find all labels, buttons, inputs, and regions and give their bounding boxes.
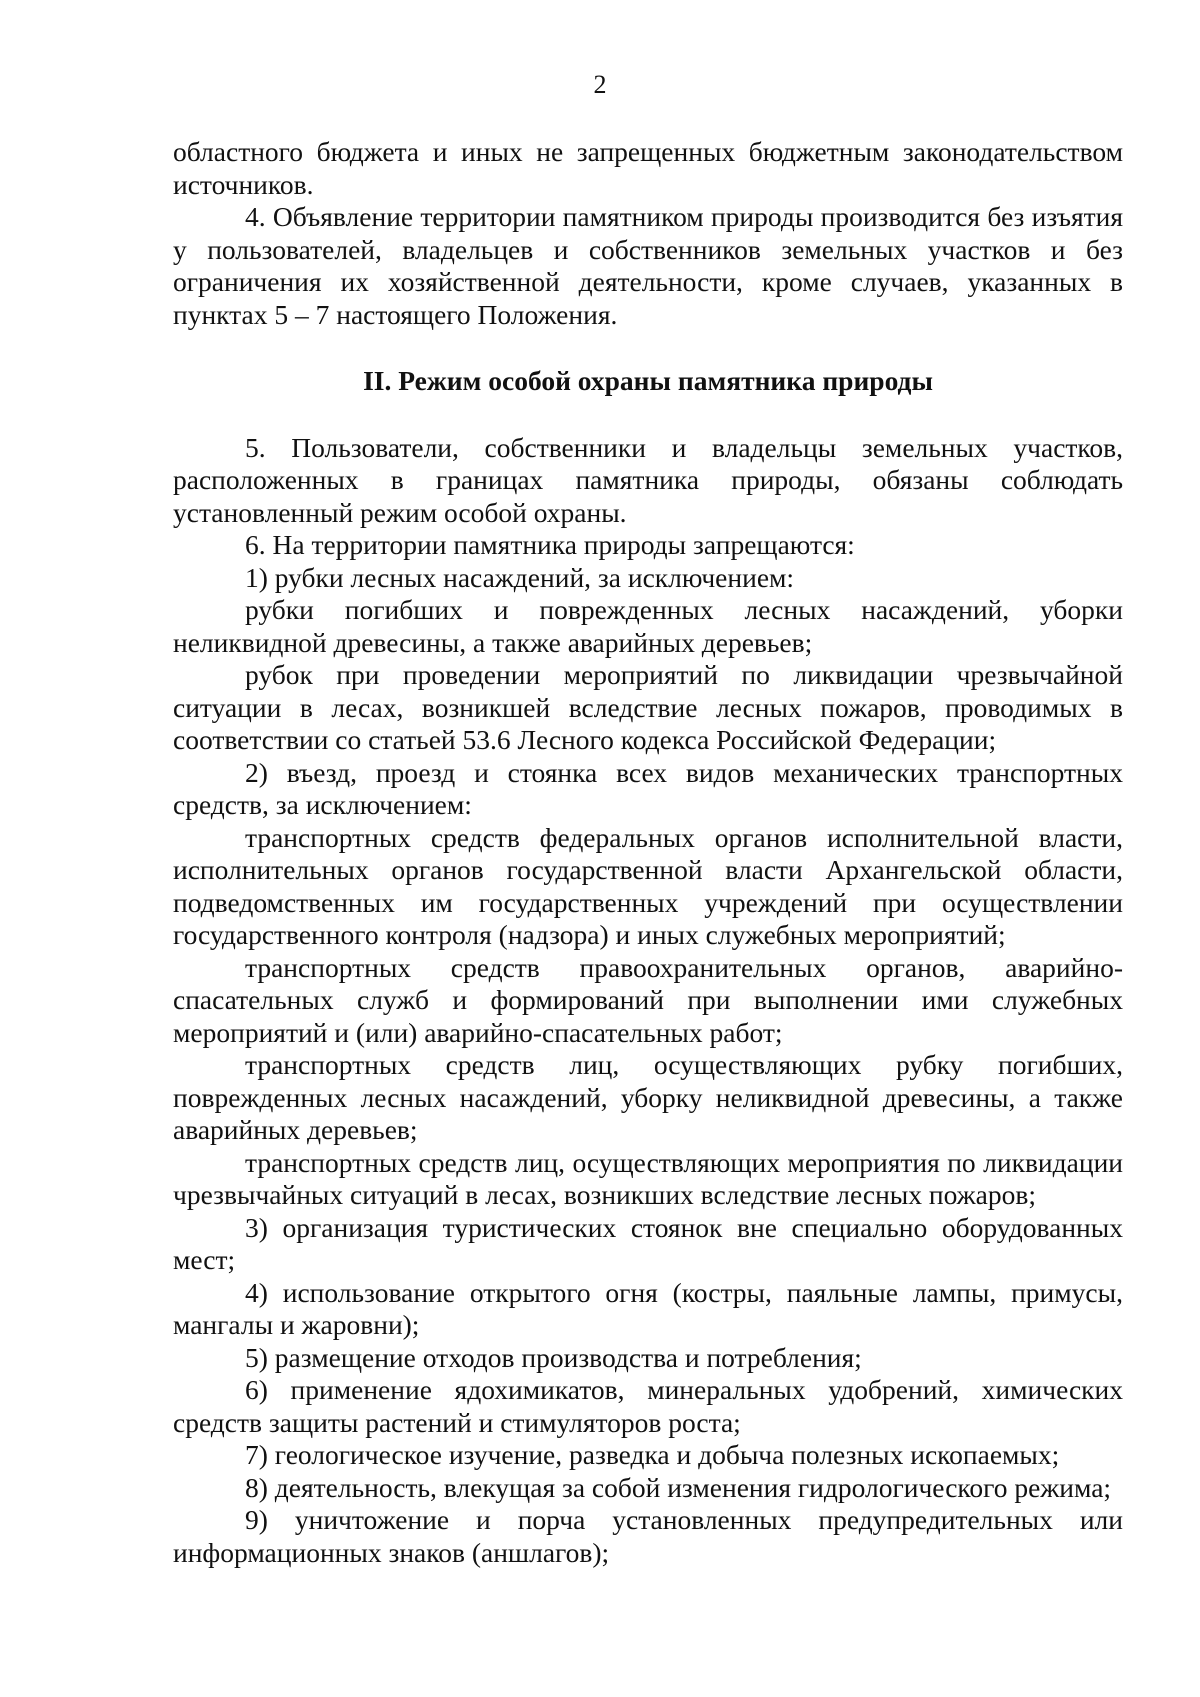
- list-subitem: рубки погибших и поврежденных лесных насаждений, уборки неликвидной древесины, а также аварийных деревьев;: [173, 594, 1123, 658]
- list-subitem: рубок при проведении мероприятий по ликвидации чрезвычайной ситуации в лесах, возникшей вследствие лесных пожаров, проводимых в соответствии со статьей 53.6 Лесного кодекса Российской Федерации;: [173, 659, 1123, 755]
- list-item-3: 3) организация туристических стоянок вне специально оборудованных мест;: [173, 1211, 1123, 1275]
- list-subitem: транспортных средств лиц, осуществляющих мероприятия по ликвидации чрезвычайных ситуаций в лесах, возникших вследствие лесных пожаров;: [173, 1146, 1123, 1210]
- document-body: [173, 136, 1123, 1569]
- page-number: 2: [593, 70, 607, 99]
- list-item-5: 5) размещение отходов производства и потребления;: [245, 1341, 862, 1373]
- list-subitem: транспортных средств федеральных органов исполнительной власти, исполнительных органов государственной власти Архангельской области, подведомственных им государственных учреждений при осуществлении государственного контроля (надзора) и иных служебных мероприятий;: [173, 821, 1123, 950]
- paragraph-continuation: областного бюджета и иных не запрещенных бюджетным законодательством источников.: [173, 136, 1123, 200]
- list-item-2: 2) въезд, проезд и стоянка всех видов механических транспортных средств, за исключением:: [173, 756, 1123, 820]
- list-item-8: 8) деятельность, влекущая за собой изменения гидрологического режима;: [245, 1471, 1112, 1503]
- paragraph-item-4: 4. Объявление территории памятником природы производится без изъятия у пользователей, владельцев и собственников земельных участков и без ограничения их хозяйственной деятельности, кроме случаев, указанных в пунктах 5 – 7 настоящего Положения.: [173, 201, 1123, 330]
- paragraph-item-5: 5. Пользователи, собственники и владельцы земельных участков, расположенных в границах памятника природы, обязаны соблюдать установленный режим особой охраны.: [173, 431, 1123, 528]
- paragraph-item-6: 6. На территории памятника природы запрещаются:: [245, 529, 855, 560]
- list-item-7: 7) геологическое изучение, разведка и добыча полезных ископаемых;: [245, 1439, 1060, 1470]
- list-subitem: транспортных средств правоохранительных органов, аварийно-спасательных служб и формирований при выполнении ими служебных мероприятий и (или) аварийно-спасательных работ;: [173, 951, 1123, 1048]
- list-item-6: 6) применение ядохимикатов, минеральных удобрений, химических средств защиты растений и стимуляторов роста;: [173, 1374, 1123, 1438]
- section-heading: II. Режим особой охраны памятника природы: [363, 365, 933, 396]
- list-item-1: 1) рубки лесных насаждений, за исключением:: [245, 561, 795, 593]
- list-subitem: транспортных средств лиц, осуществляющих рубку погибших, поврежденных лесных насаждений, уборку неликвидной древесины, а также аварийных деревьев;: [173, 1049, 1123, 1145]
- list-item-4: 4) использование открытого огня (костры, паяльные лампы, примусы, мангалы и жаровни);: [173, 1276, 1123, 1340]
- list-item-9: 9) уничтожение и порча установленных предупредительных или информационных знаков (аншлагов);: [173, 1504, 1123, 1568]
